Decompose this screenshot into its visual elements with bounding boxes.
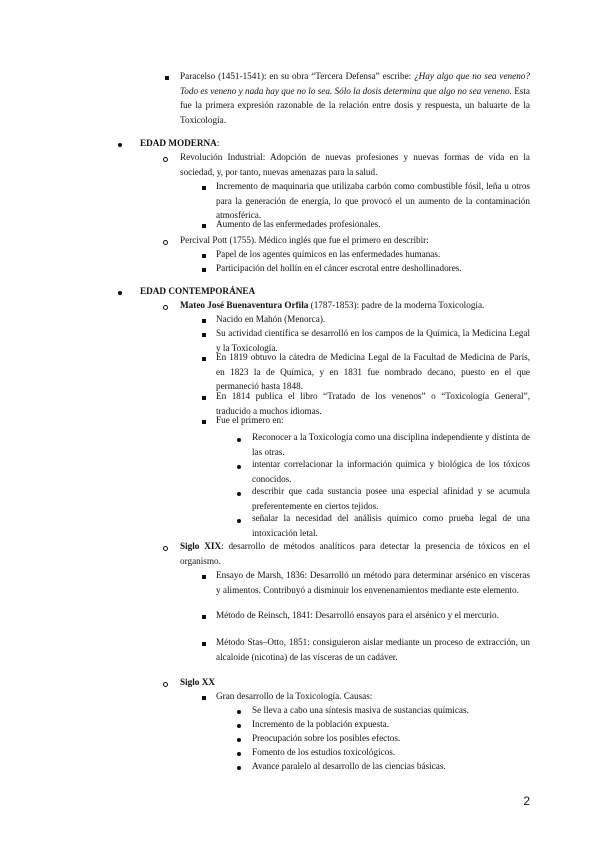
siglo-xix-desc: : desarrollo de métodos analíticos para detectar la presencia de tóxicos en el organismo. xyxy=(180,541,530,566)
square-bullet-icon xyxy=(202,696,206,700)
paracelso-paragraph xyxy=(180,69,530,127)
square-bullet-icon xyxy=(202,357,206,361)
list-item: intentar correlacionar la información química y biológica de los tóxicos conocidos. xyxy=(252,459,530,484)
round-bullet-icon xyxy=(118,291,122,295)
paracelso-text: Paracelso (1451-1541): en su obra “Tercera Defensa” escribe: xyxy=(180,71,415,81)
square-bullet-icon xyxy=(202,333,206,337)
square-bullet-icon xyxy=(165,76,169,80)
round-bullet-icon xyxy=(118,143,122,147)
list-item: Fomento de los estudios toxicológicos. xyxy=(252,747,396,757)
round-bullet-icon xyxy=(237,738,241,742)
section-title: EDAD CONTEMPORÁNEA xyxy=(140,286,256,296)
list-item: Se lleva a cabo una síntesis masiva de sustancias químicas. xyxy=(252,705,469,715)
percival-pott: Percival Pott (1755). Médico inglés que fue el primero en describir: xyxy=(180,235,429,245)
list-item: Incremento de maquinaria que utilizaba carbón como combustible fósil, leña u otros para la generación de energía, lo que provocó el un aumento de la contaminación atmosférica. xyxy=(216,181,530,221)
list-item: Nacido en Mahón (Menorca). xyxy=(216,314,326,324)
revolucion-industrial: Revolución Industrial: Adopción de nuevas profesiones y nuevas formas de vida en la sociedad, y, por tanto, nuevas amenazas para la salud. xyxy=(180,152,530,177)
section-title: EDAD MODERNA xyxy=(140,138,217,148)
square-bullet-icon xyxy=(202,575,206,579)
round-bullet-icon xyxy=(237,492,241,496)
square-bullet-icon xyxy=(202,224,206,228)
square-bullet-icon xyxy=(202,420,206,424)
circle-bullet-icon xyxy=(163,682,168,687)
siglo-xix-name: Siglo XIX xyxy=(180,541,222,551)
round-bullet-icon xyxy=(237,710,241,714)
list-item: Fue el primero en: xyxy=(216,415,284,425)
circle-bullet-icon xyxy=(163,157,168,162)
list-item: Reconocer a la Toxicología como una disciplina independiente y distinta de las otras. xyxy=(252,432,530,457)
list-item: Incremento de la población expuesta. xyxy=(252,719,389,729)
circle-bullet-icon xyxy=(163,240,168,245)
round-bullet-icon xyxy=(237,438,241,442)
list-item: describir que cada sustancia posee una especial afinidad y se acumula preferentemente en ciertos tejidos. xyxy=(252,486,530,511)
list-item: Participación del hollín en el cáncer escrotal entre deshollinadores. xyxy=(216,263,462,273)
square-bullet-icon xyxy=(202,319,206,323)
list-item: señalar la necesidad del análisis químico como prueba legal de una intoxicación letal. xyxy=(252,513,530,538)
list-item: En 1819 obtuvo la cátedra de Medicina Legal de la Facultad de Medicina de París, en 1823 la de Química, y en 1831 fue nombrado decano, puesto en el que permaneció hasta 1848. xyxy=(216,352,530,392)
square-bullet-icon xyxy=(202,615,206,619)
list-item: Papel de los agentes químicos en las enfermedades humanas. xyxy=(216,249,441,259)
list-item: Su actividad científica se desarrolló en los campos de la Química, la Medicina Legal y la Toxicología. xyxy=(216,328,530,353)
list-item: Método de Reinsch, 1841: Desarrolló ensayos para el arsénico y el mercurio. xyxy=(216,610,499,620)
square-bullet-icon xyxy=(202,254,206,258)
siglo-xx xyxy=(180,675,530,690)
circle-bullet-icon xyxy=(163,305,168,310)
square-bullet-icon xyxy=(202,268,206,272)
square-bullet-icon xyxy=(202,396,206,400)
paracelso-quote: ¿Hay algo que no sea veneno? Todo es veneno y nada hay que no lo sea. Sólo la dosis determina que algo no sea veneno. xyxy=(180,71,530,96)
heading-colon: : xyxy=(216,138,220,148)
list-item: Ensayo de Marsh, 1836: Desarrolló un método para determinar arsénico en vísceras y alimentos. Contribuyó a disminuir los envenenamientos mediante este elemento. xyxy=(216,570,530,595)
orfila-heading xyxy=(180,298,530,313)
list-item: Avance paralelo al desarrollo de las ciencias básicas. xyxy=(252,761,446,771)
list-item: Aumento de las enfermedades profesionales. xyxy=(216,219,381,229)
orfila-name: Mateo José Buenaventura Orfila xyxy=(180,300,309,310)
round-bullet-icon xyxy=(237,465,241,469)
round-bullet-icon xyxy=(237,766,241,770)
paracelso-text-end: Esta fue la primera expresión razonable de la relación entre dosis y respuesta, un baluarte de la Toxicología. xyxy=(180,85,531,125)
list-item: Método Stas–Otto, 1851: consiguieron aislar mediante un proceso de extracción, un alcaloide (nicotina) de las vísceras de un cadáver. xyxy=(216,637,530,662)
list-item: Gran desarrollo de la Toxicología. Causas: xyxy=(216,691,373,701)
list-item: En 1814 publica el libro “Tratado de los venenos” o “Toxicología General”, traducido a muchos idiomas. xyxy=(216,391,530,416)
siglo-xx-name: Siglo XX xyxy=(180,677,215,687)
round-bullet-icon xyxy=(237,752,241,756)
list-item: Preocupación sobre los posibles efectos. xyxy=(252,733,401,743)
square-bullet-icon xyxy=(202,186,206,190)
page-number: 2 xyxy=(523,794,530,808)
heading-edad-contemporanea xyxy=(140,284,530,299)
siglo-xix xyxy=(180,539,530,568)
orfila-desc: (1787-1853): padre de la moderna Toxicología. xyxy=(308,300,485,310)
circle-bullet-icon xyxy=(163,546,168,551)
heading-edad-moderna xyxy=(140,136,530,151)
round-bullet-icon xyxy=(237,724,241,728)
round-bullet-icon xyxy=(237,519,241,523)
square-bullet-icon xyxy=(202,642,206,646)
